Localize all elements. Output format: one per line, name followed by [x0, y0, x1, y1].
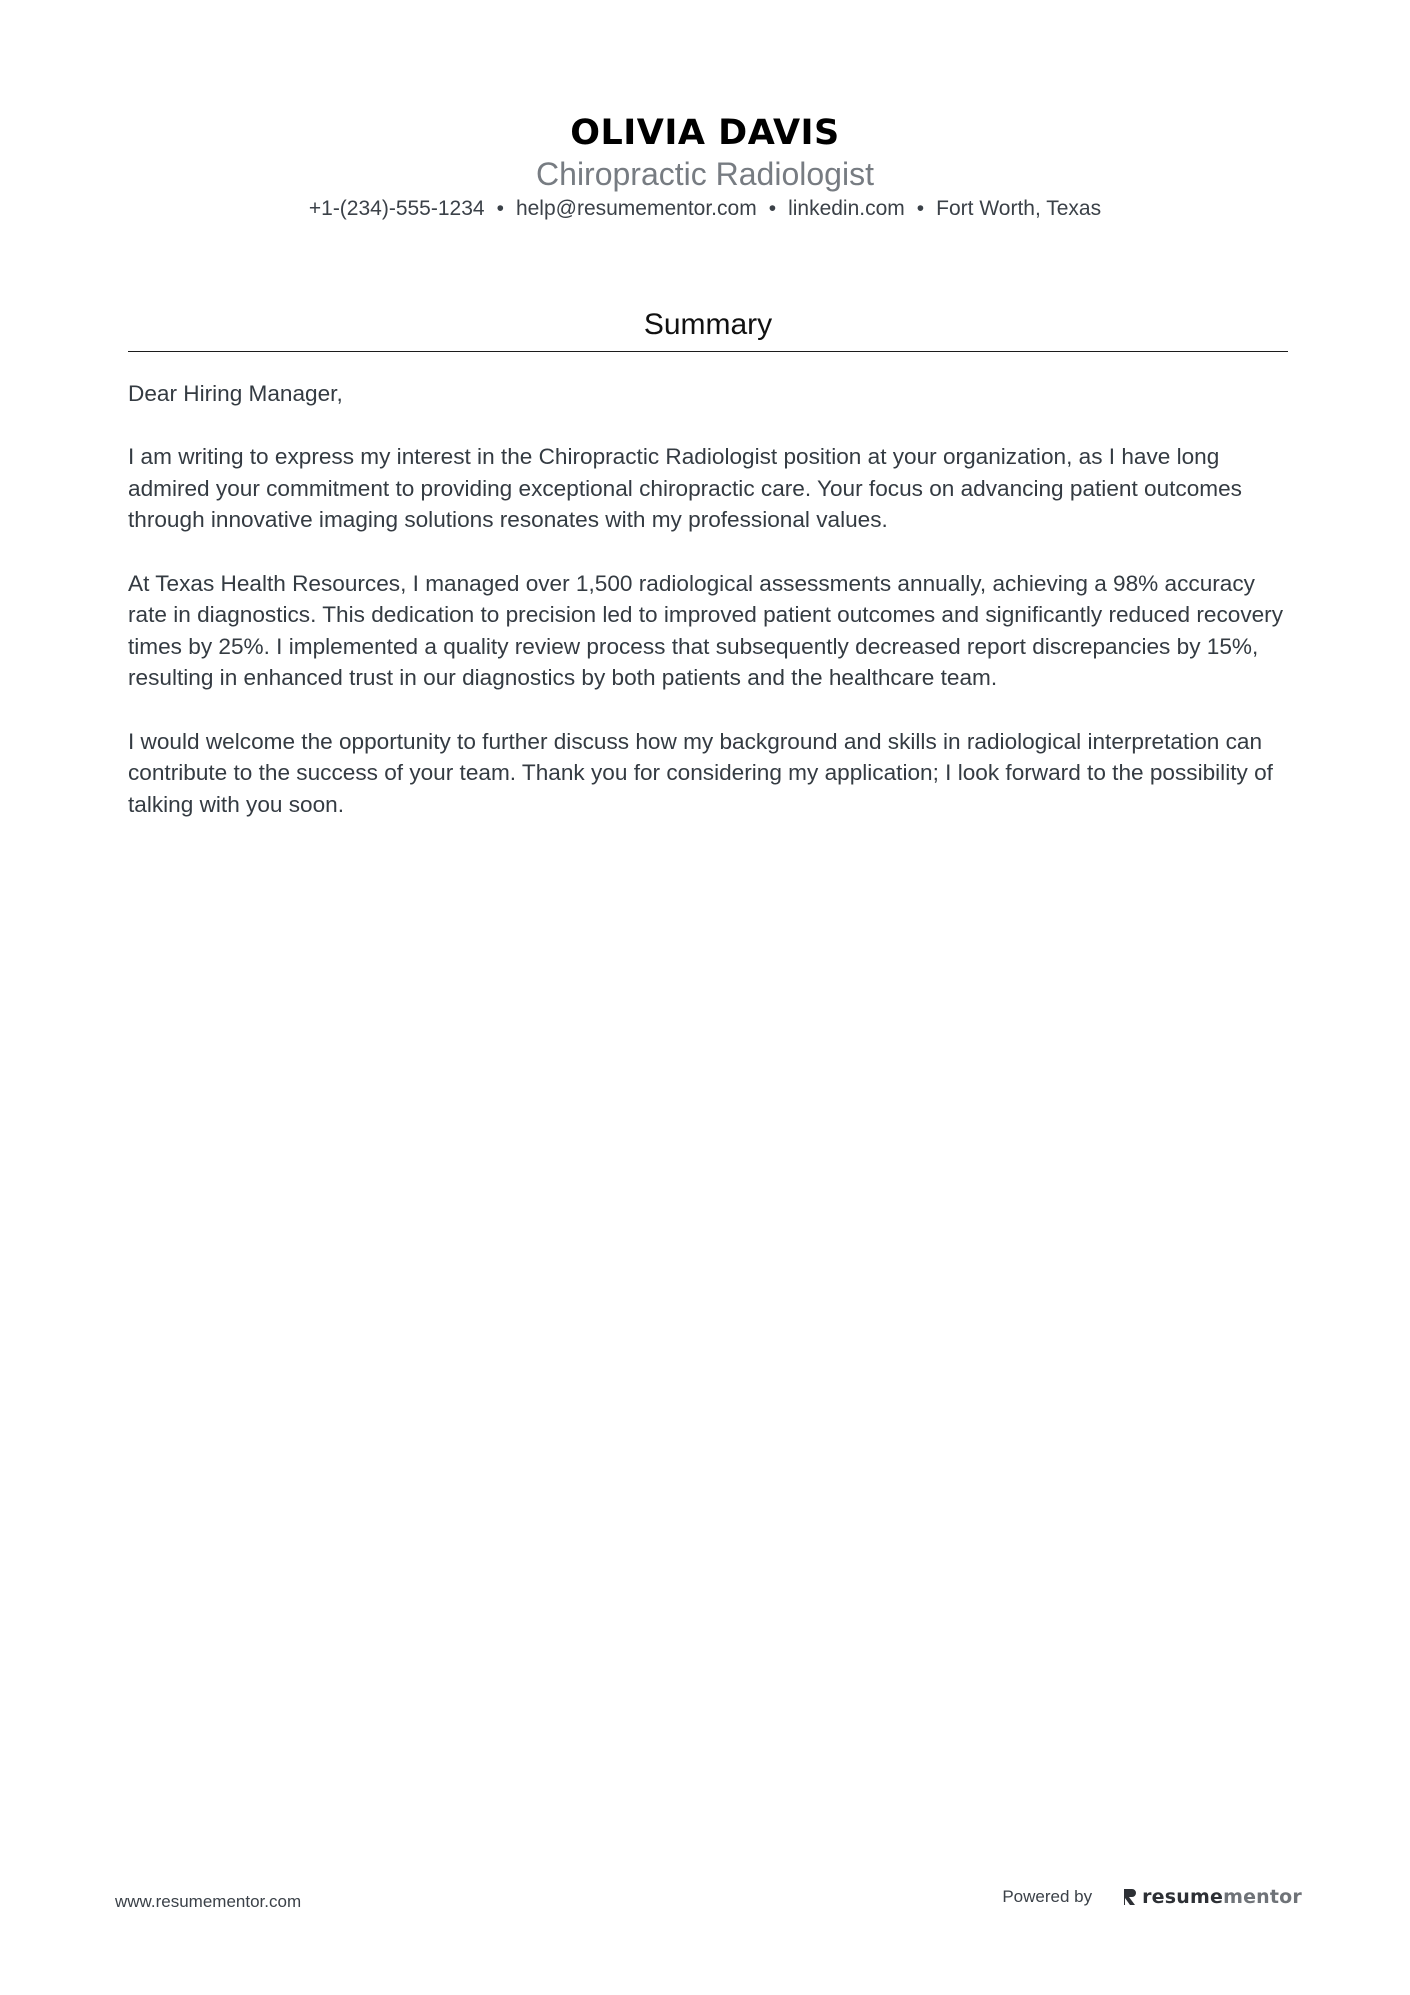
contact-line: [0, 196, 1410, 222]
contact-separator: •: [916, 197, 925, 220]
contact-email[interactable]: help@resumementor.com: [515, 197, 757, 220]
brand-name-part1: resume: [1142, 1886, 1224, 1908]
section-divider: [128, 351, 1288, 352]
letter-paragraph-1: I am writing to express my interest in the Chiropractic Radiologist position at your organization, as I have long admired your commitment to providing exceptional chiropractic care. Your focus on advancing patient outcomes through innovative imaging solutions resonates with my professional values.: [128, 444, 1242, 533]
candidate-role: Chiropractic Radiologist: [536, 156, 874, 192]
contact-separator: •: [496, 197, 504, 220]
powered-by-label: Powered by: [1002, 1887, 1093, 1906]
contact-separator: •: [768, 197, 777, 220]
footer-website[interactable]: www.resumementor.com: [115, 1892, 302, 1911]
contact-location: Fort Worth, Texas: [936, 197, 1102, 220]
brand-name-part2: mentor: [1223, 1886, 1302, 1908]
candidate-name: OLIVIA DAVIS: [570, 113, 840, 153]
resumementor-logo-icon: [1122, 1887, 1138, 1907]
letter-paragraph-3: I would welcome the opportunity to further discuss how my background and skills in radiological interpretation can contribute to the success of your team. Thank you for considering my application; I look forward to the possibility of talking with you soon.: [128, 728, 1273, 817]
brand-logo[interactable]: [1122, 1886, 1302, 1908]
contact-phone: +1-(234)-555-1234: [308, 197, 485, 220]
letter-salutation: Dear Hiring Manager,: [128, 381, 343, 406]
resume-header: [0, 112, 1410, 222]
footer-branding: [1002, 1886, 1302, 1908]
letter-paragraph-2: At Texas Health Resources, I managed over 1,500 radiological assessments annually, achieving a 98% accuracy rate in diagnostics. This dedication to precision led to improved patient outcomes and significantly reduced recovery times by 25%. I implemented a quality review process that subsequently decreased report discrepancies by 15%, resulting in enhanced trust in our diagnostics by both patients and the healthcare team.: [128, 570, 1284, 691]
section-title-summary: Summary: [643, 308, 773, 341]
letter-body: [128, 378, 1288, 852]
contact-website[interactable]: linkedin.com: [788, 197, 905, 220]
